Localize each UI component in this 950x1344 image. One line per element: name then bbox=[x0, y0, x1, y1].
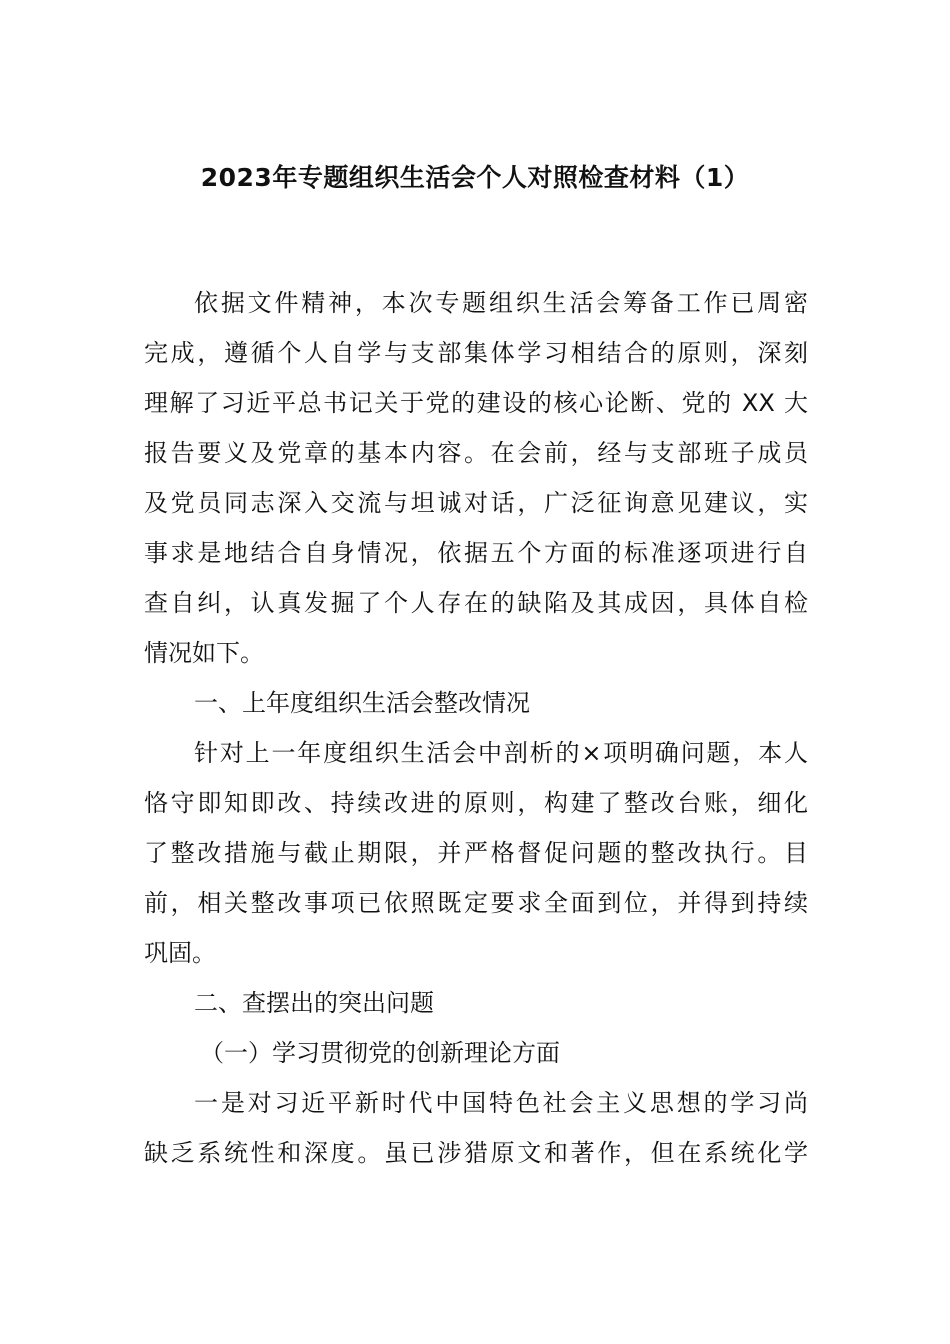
paragraph-line: 及党员同志深入交流与坦诚对话，广泛征询意见建议，实 bbox=[144, 489, 808, 517]
paragraph-line: 恪守即知即改、持续改进的原则，构建了整改台账，细化 bbox=[144, 789, 808, 817]
paragraph-line: 情况如下。 bbox=[144, 639, 264, 667]
section-heading-1: 一、上年度组织生活会整改情况 bbox=[194, 689, 530, 717]
paragraph-line: 一是对习近平新时代中国特色社会主义思想的学习尚 bbox=[194, 1089, 808, 1117]
section-heading-2: 二、查摆出的突出问题 bbox=[194, 989, 434, 1017]
paragraph-line: 报告要义及党章的基本内容。在会前，经与支部班子成员 bbox=[144, 439, 808, 467]
paragraph-line: 针对上一年度组织生活会中剖析的×项明确问题，本人 bbox=[194, 739, 808, 767]
paragraph-line: 事求是地结合自身情况，依据五个方面的标准逐项进行自 bbox=[144, 539, 808, 567]
paragraph-line: 前，相关整改事项已依照既定要求全面到位，并得到持续 bbox=[144, 889, 808, 917]
document-body bbox=[144, 278, 808, 1178]
paragraph-line: 查自纠，认真发掘了个人存在的缺陷及其成因，具体自检 bbox=[144, 589, 808, 617]
paragraph-line: 缺乏系统性和深度。虽已涉猎原文和著作，但在系统化学 bbox=[144, 1139, 808, 1167]
paragraph-line: 巩固。 bbox=[144, 939, 216, 967]
subsection-heading: （一）学习贯彻党的创新理论方面 bbox=[200, 1039, 560, 1067]
paragraph-line: 了整改措施与截止期限，并严格督促问题的整改执行。目 bbox=[144, 839, 808, 867]
paragraph-line: 依据文件精神，本次专题组织生活会筹备工作已周密 bbox=[194, 289, 808, 317]
document-title: 2023年专题组织生活会个人对照检查材料（1） bbox=[200, 163, 750, 192]
paragraph-line: 理解了习近平总书记关于党的建设的核心论断、党的 XX 大 bbox=[144, 389, 808, 417]
paragraph-line: 完成，遵循个人自学与支部集体学习相结合的原则，深刻 bbox=[144, 339, 808, 367]
